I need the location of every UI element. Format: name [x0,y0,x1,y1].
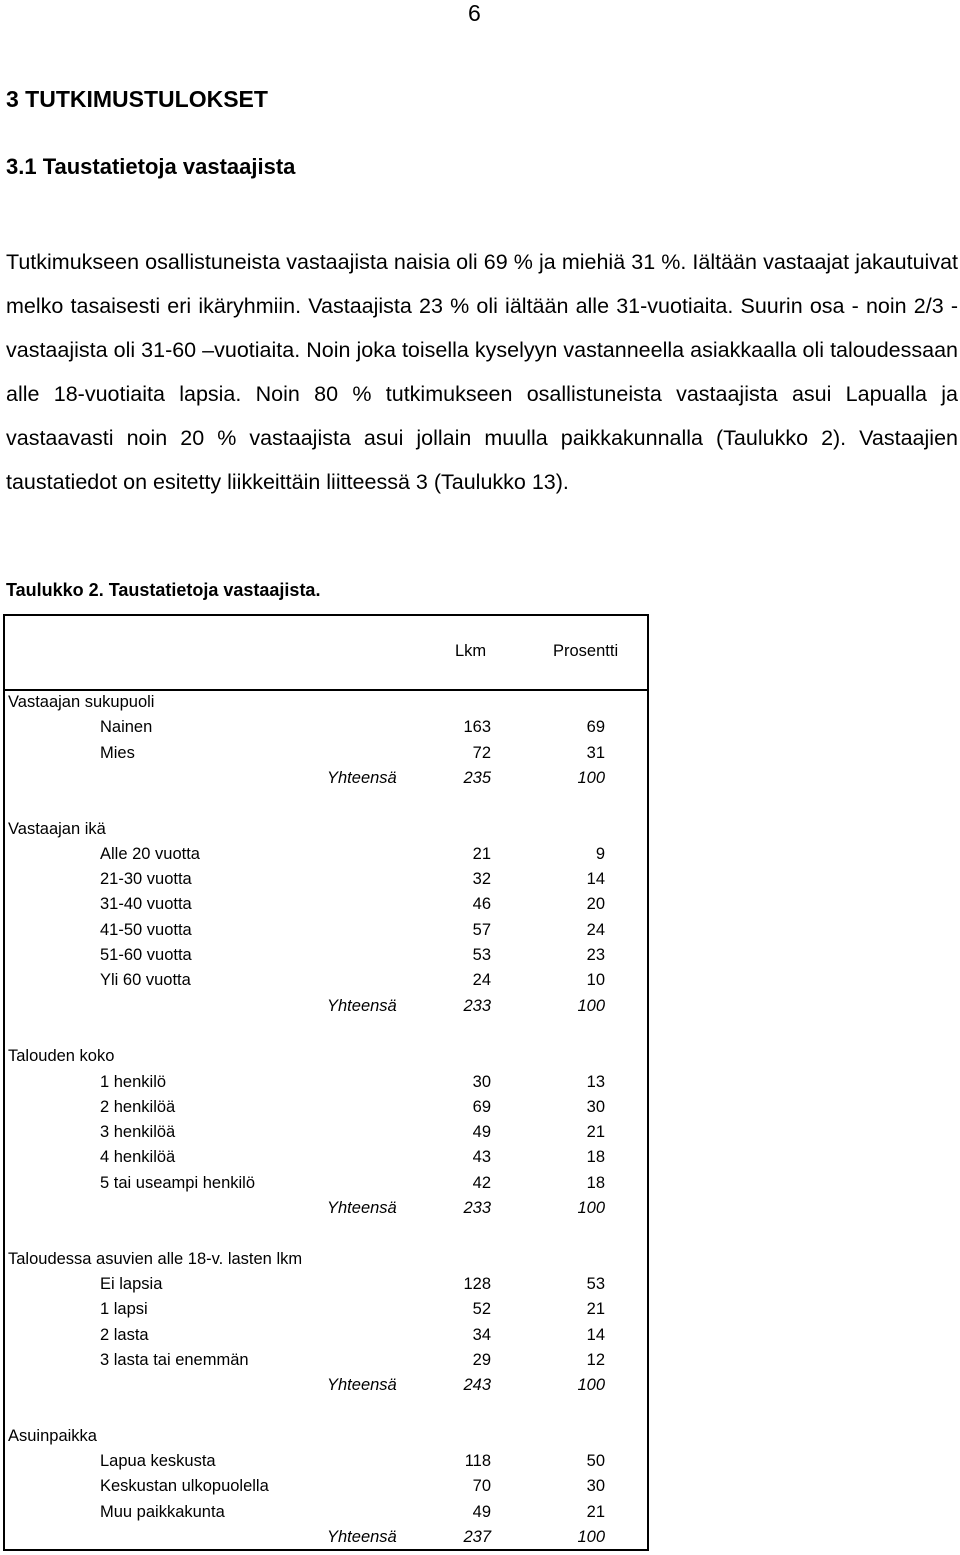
table-row [5,1500,647,1525]
count-cell: 53 [472,946,491,964]
total-label: Yhteensä [327,768,397,787]
table-row [5,968,647,993]
total-count-cell: 237 [463,1527,491,1546]
percent-cell: 53 [586,1274,605,1293]
percent-cell: 24 [586,920,605,939]
section-title-row [5,1424,647,1449]
percent-cell: 20 [586,895,605,914]
chapter-heading: 3 TUTKIMUSTULOKSET [6,86,268,112]
table-row [5,1474,647,1499]
row-label: Yli 60 vuotta [100,971,191,990]
total-percent-cell: 100 [577,1199,605,1217]
row-label: Keskustan ulkopuolella [100,1477,269,1496]
percent-cell: 14 [586,870,605,889]
table-row [5,1323,647,1348]
row-label: 3 lasta tai enemmän [100,1350,249,1369]
table-row [5,867,647,892]
total-label: Yhteensä [327,1376,397,1395]
table-row [5,1297,647,1322]
table-row [5,842,647,867]
section-heading: 3.1 Taustatietoja vastaajista [6,154,296,179]
total-row [5,766,647,791]
row-label: 51-60 vuotta [100,946,192,964]
total-percent-cell: 100 [577,1376,605,1395]
section-title-row [5,1044,647,1069]
page-number: 6 [468,0,481,26]
table-row [5,1145,647,1170]
table-row [5,715,647,740]
row-label: Mies [100,743,135,762]
count-cell: 57 [472,920,491,939]
total-label: Yhteensä [327,1199,397,1217]
total-count-cell: 235 [463,768,491,787]
table-row [5,741,647,766]
total-row [5,1196,647,1221]
table-row [5,1171,647,1196]
percent-cell: 18 [586,1173,605,1192]
count-cell: 70 [472,1477,491,1496]
table-row [5,943,647,968]
percent-cell: 31 [586,743,605,762]
percent-cell: 30 [586,1097,605,1116]
table-row [5,1272,647,1297]
percent-cell: 18 [586,1148,605,1167]
column-header-percent: Prosentti [553,642,619,660]
section-title: Asuinpaikka [8,1426,97,1445]
row-label: Muu paikkakunta [100,1502,225,1521]
section-title: Taloudessa asuvien alle 18-v. lasten lkm [8,1249,303,1268]
count-cell: 21 [472,844,491,863]
count-cell: 30 [472,1072,491,1091]
table-row [5,1095,647,1120]
count-cell: 34 [472,1325,491,1344]
count-cell: 128 [463,1274,491,1293]
count-cell: 43 [472,1148,491,1167]
total-count-cell: 243 [463,1376,491,1395]
section-title: Vastaajan ikä [8,819,106,838]
table-row [5,892,647,917]
percent-cell: 13 [586,1072,605,1091]
body-paragraph: Tutkimukseen osallistuneista vastaajista naisia oli 69 % ja miehiä 31 %. Iältään vastaajat jakautuivat melko tasaisesti eri ikäryhmiin. Vastaajista 23 % oli iältään alle 31-vuotiaita. Suurin osa - noin 2/3 - vastaajista oli 31-60 –vuotiaita. Noin joka toisella kyselyyn vastanneella asiakkaalla oli taloudessaan alle 18-vuotiaita lapsia. Noin 80 % tutkimukseen osallistuneista vastaajista asui Lapualla ja vastaavasti noin 20 % vastaajista asui jollain muulla paikkakunnalla (Taulukko 2). Vastaajien taustatiedot on esitetty liikkeittäin liitteessä 3 (Taulukko 13). [6,250,958,494]
row-label: 1 henkilö [100,1072,167,1091]
section-title-row [5,690,647,715]
section-title-row [5,1247,647,1272]
percent-cell: 69 [586,718,605,737]
count-cell: 49 [472,1123,491,1142]
percent-cell: 30 [586,1477,605,1496]
row-label: 31-40 vuotta [100,895,192,914]
count-cell: 52 [472,1300,491,1319]
table-caption: Taulukko 2. Taustatietoja vastaajista. [6,580,321,600]
count-cell: 32 [472,870,491,889]
percent-cell: 12 [586,1350,605,1369]
row-label: 4 henkilöä [100,1148,176,1167]
percent-cell: 21 [586,1123,605,1142]
table-row [5,1449,647,1474]
count-cell: 29 [472,1350,491,1369]
table-row [5,1348,647,1373]
row-label: Nainen [100,718,153,737]
row-label: Lapua keskusta [100,1452,216,1470]
section-title-row [5,817,647,842]
row-label: 21-30 vuotta [100,870,192,889]
count-cell: 69 [472,1097,491,1116]
row-label: 5 tai useampi henkilö [100,1173,256,1192]
total-count-cell: 233 [463,996,491,1015]
row-label: Alle 20 vuotta [100,844,200,863]
percent-cell: 21 [586,1300,605,1319]
row-label: 3 henkilöä [100,1123,176,1142]
count-cell: 46 [472,895,491,914]
table-row [5,1120,647,1145]
row-label: 1 lapsi [100,1300,148,1319]
total-percent-cell: 100 [577,996,605,1015]
row-label: 41-50 vuotta [100,920,192,939]
total-count-cell: 233 [463,1199,491,1217]
table-row [5,1070,647,1095]
percent-cell: 50 [586,1452,605,1470]
table-row [5,918,647,943]
total-row [5,1373,647,1398]
percent-cell: 9 [595,844,605,863]
percent-cell: 21 [586,1502,605,1521]
percent-cell: 14 [586,1325,605,1344]
column-header-count: Lkm [455,642,487,660]
table-header [5,616,647,691]
count-cell: 42 [472,1173,491,1192]
row-label: 2 henkilöä [100,1097,176,1116]
section-title: Talouden koko [8,1047,115,1066]
count-cell: 118 [464,1452,491,1470]
row-label: Ei lapsia [100,1274,163,1293]
row-label: 2 lasta [100,1325,149,1344]
total-label: Yhteensä [327,1527,397,1546]
count-cell: 49 [472,1502,491,1521]
total-percent-cell: 100 [577,768,605,787]
total-row [5,994,647,1019]
total-label: Yhteensä [327,996,397,1015]
count-cell: 24 [472,971,491,990]
count-cell: 72 [472,743,491,762]
percent-cell: 23 [586,946,605,964]
percent-cell: 10 [586,971,605,990]
background-table [3,614,649,1551]
total-row [5,1525,647,1550]
count-cell: 163 [463,718,491,737]
total-percent-cell: 100 [577,1527,605,1546]
section-title: Vastaajan sukupuoli [8,693,155,711]
